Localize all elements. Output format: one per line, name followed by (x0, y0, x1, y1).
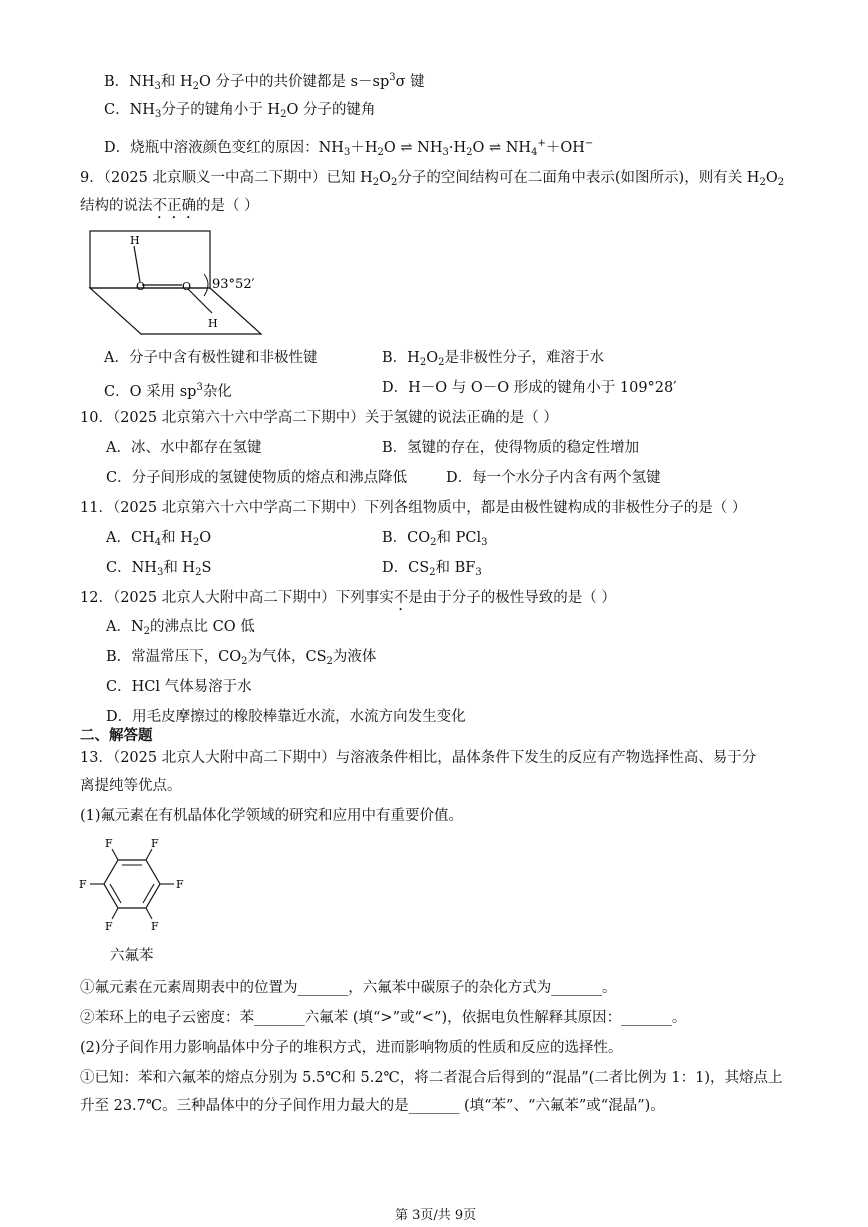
q9-stem-line1: 9．（2025 北京顺义一中高二下期中）已知 $H_2O_2$分子的空间结构可在二面角中表示(如图所示)，则有关 $H_2O_2$ (80, 170, 785, 188)
fluorine-label: F (176, 878, 184, 891)
q13-stem-line1: 13．（2025 北京人大附中高二下期中）与溶液条件相比，晶体条件下发生的反应有产物选择性高、易于分 (80, 750, 757, 766)
figure-atom-label: H (130, 234, 140, 247)
q10-stem: 10．（2025 北京第六十六中学高二下期中）关于氢键的说法正确的是（ ） (80, 410, 558, 426)
hexafluorobenzene-structure (78, 836, 188, 936)
fluorine-label: F (105, 837, 113, 850)
h2o2-dihedral-figure (86, 228, 271, 338)
q10-option-a: A．冰、水中都存在氢键 (106, 440, 262, 456)
figure-caption: 六氟苯 (110, 948, 154, 964)
figure-atom-label: O (182, 280, 192, 293)
q11-option-a: A．$CH_4$和 $H_2O$ (106, 530, 212, 548)
fluorine-label: F (79, 878, 87, 891)
q13-part1: (1)氟元素在有机晶体化学领域的研究和应用中有重要价值。 (80, 808, 464, 824)
q11-option-b: B．$CO_2$和 PCl$_3$ (382, 530, 488, 548)
page-number: 第 3页/共 9页 (395, 1208, 477, 1223)
q13-item1: ①氟元素在元素周期表中的位置为_______，六氟苯中碳原子的杂化方式为_______。 (80, 980, 617, 996)
fluorine-label: F (151, 837, 159, 850)
q9-option-b: B．$H_2O_2$是非极性分子，难溶于水 (382, 350, 604, 368)
figure-atom-label: H (208, 317, 218, 330)
q10-option-b: B．氢键的存在，使得物质的稳定性增加 (382, 440, 640, 456)
q12-option-c: C．HCl 气体易溶于水 (106, 679, 252, 695)
fluorine-label: F (151, 920, 159, 933)
q12-option-b: B．常温常压下，$CO_2$为气体，$CS_2$为液体 (106, 649, 377, 667)
q13-item3-line2: 升至 23.7℃。三种晶体中的分子间作用力最大的是_______ (填“苯”、“六氟苯”或“混晶”)。 (80, 1098, 665, 1114)
q8-option-b: B．$NH_3$和 $H_2O$ 分子中的共价键都是 $s-sp^3\sigma$ 键 (104, 72, 425, 92)
q11-option-d: D．$CS_2$和 $BF_3$ (382, 560, 482, 578)
q13-item3-line1: ①已知：苯和六氟苯的熔点分别为 5.5℃和 5.2℃，将二者混合后得到的“混晶”(二者比例为 1：1)，其熔点上 (80, 1070, 783, 1086)
q11-option-c: C．$NH_3$和 $H_2S$ (106, 560, 212, 578)
q10-option-d: D．每一个水分子内含有两个氢键 (446, 470, 661, 486)
q11-stem: 11．（2025 北京第六十六中学高二下期中）下列各组物质中，都是由极性键构成的非极性分子的是（ ） (80, 500, 747, 516)
q12-option-a: A．$N_2$的沸点比 CO 低 (106, 619, 255, 637)
fluorine-label: F (105, 920, 113, 933)
q13-stem-line2: 离提纯等优点。 (80, 778, 182, 794)
q8-option-c: C．$NH_3$分子的键角小于 $H_2O$ 分子的键角 (104, 102, 376, 120)
q9-option-d: D．H－O 与 O－O 形成的键角小于 109°28′ (382, 380, 677, 396)
q9-option-c: C．O 采用 $sp^3$杂化 (104, 382, 232, 400)
figure-angle-label: 93°52′ (212, 277, 255, 292)
figure-atom-label: O (136, 280, 146, 293)
q9-option-a: A．分子中含有极性键和非极性键 (104, 350, 318, 366)
q8-option-d: D．烧瓶中溶液颜色变红的原因：$NH_3+H_2O$ ⇌ $NH_3\cdot H_2O$ ⇌ $NH_4^++OH^-$ (104, 138, 594, 158)
q13-item2: ②苯环上的电子云密度：苯_______六氟苯 (填“>”或“<”)，依据电负性解释其原因：_______。 (80, 1010, 687, 1026)
q12-option-d: D．用毛皮摩擦过的橡胶棒靠近水流，水流方向发生变化 (106, 709, 466, 725)
section-heading: 二、解答题 (80, 727, 153, 744)
q10-option-c: C．分子间形成的氢键使物质的熔点和沸点降低 (106, 470, 408, 486)
q13-part2: (2)分子间作用力影响晶体中分子的堆积方式，进而影响物质的性质和反应的选择性。 (80, 1040, 623, 1056)
q9-stem-line2: 结构的说法不正确的是（ ） (80, 198, 259, 214)
q12-stem: 12．（2025 北京人大附中高二下期中）下列事实不是由于分子的极性导致的是（ ） (80, 590, 616, 606)
